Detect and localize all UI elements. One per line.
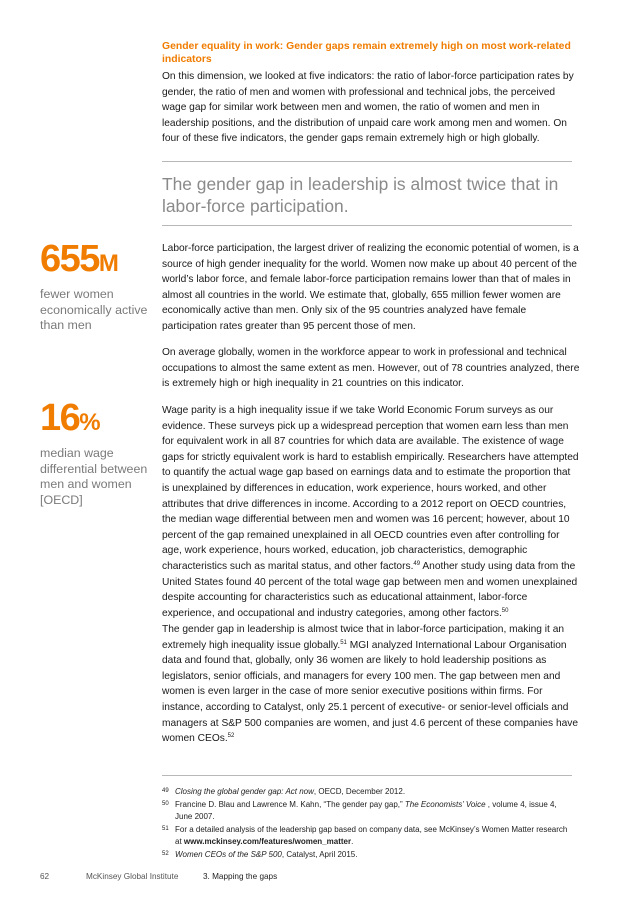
- footnote-ref: 51: [340, 639, 347, 646]
- footnote: [162, 824, 582, 847]
- footnote: [162, 799, 582, 822]
- footnote-text: [175, 799, 570, 822]
- footnote-number: 50: [162, 801, 169, 808]
- stat-label: fewer women economically active than men: [40, 287, 148, 333]
- footnote-ref: 49: [413, 560, 421, 567]
- footnote-number: 52: [162, 851, 169, 858]
- footnote-text: [175, 824, 570, 847]
- pullquote-rule-top: [162, 161, 572, 162]
- footnote-rest: , volume 4, issue 4, June 2007.: [175, 800, 557, 821]
- footnote-pre: For a detailed analysis of the leadership gap based on company data, see McKinsey’s Women Matter research at: [175, 825, 568, 846]
- footnote-text: [175, 786, 570, 797]
- stat-number: 655: [40, 238, 99, 280]
- footnote: [162, 849, 582, 860]
- footnote-rest: , Catalyst, April 2015.: [281, 850, 358, 860]
- paragraph-text: The gender gap in leadership is almost twice that in labor-force participation, making it an extremely high inequality issue globally.: [162, 624, 565, 651]
- paragraph-text: MGI analyzed International Labour Organisation data and found that, globally, only 36 women are likely to hold leadership positions as legislators, senior officials, and managers for every 100 men. The gap between men and women is even larger in the case of more senior executive positions within firms. For instance, according to Catalyst, only 25.1 percent of executive- or senior-level officials and managers at S&P 500 companies are women, and just 4.6 percent of these companies have women CEOs.: [162, 639, 579, 745]
- stat-number: 16: [40, 397, 80, 439]
- footnote-number: 49: [162, 788, 169, 794]
- stat-callout-wage-differential: [40, 399, 155, 508]
- paragraph-text: Wage parity is a high inequality issue if we take World Economic Forum surveys as our evidence. These surveys pick up a widespread perception that women earn less than men for equivalent work in all 87 countries for which data are available. The existence of wage gaps for strictly equivalent work is hard to establish empirically. Researchers have attempted to quantify the actual wage gap based on earnings data and to estimate the proportion that is unexplained by differences in education, work experience, hours worked, and other attributes that drive differences in income. According to a 2012 report on OECD countries, the median wage differential between men and women was 16 percent; however, about 10 percent of the gap remained unexplained in all OECD countries even after controlling for age, work experience, hours worked, education, job characteristics, demographic characteristics such as marital status, and other factors.: [162, 405, 579, 572]
- paragraph-leadership-gap: [162, 622, 580, 747]
- stat-callout-women-inactive: [40, 240, 155, 334]
- footnote: [162, 786, 582, 797]
- paragraph-wage-parity: [162, 403, 580, 621]
- footnote-ref: 50: [501, 607, 509, 614]
- publisher-name: McKinsey Global Institute: [86, 872, 179, 881]
- paragraph-professional-occupations: On average globally, women in the workforce appear to work in professional and technical occupations to almost the same extent as men. However, out of 78 countries analyzed, there is extremely high or high inequality in 21 countries on this indicator.: [162, 347, 580, 390]
- footnote-pre: Francine D. Blau and Lawrence M. Kahn, “The gender pay gap,”: [175, 800, 405, 810]
- footnote-rest: , OECD, December 2012.: [313, 787, 406, 796]
- page-number: 62: [40, 872, 50, 881]
- stat-label: median wage differential between men and women [OECD]: [40, 446, 148, 507]
- stat-unit: %: [79, 409, 101, 436]
- footnote-rule: [162, 775, 572, 776]
- section-heading: Gender equality in work: Gender gaps remain extremely high on most work-related indicators: [162, 41, 571, 66]
- section-intro: On this dimension, we looked at five indicators: the ratio of labor-force participation rates by gender, the ratio of men and women with professional and technical jobs, the perceived wage gap for similar work between men and women, the ratio of women and men in leadership positions, and the distribution of unpaid care work among men and women. On four of these five indicators, the gender gaps remain extremely high or high globally.: [162, 71, 574, 145]
- footnote-number: 51: [162, 826, 169, 833]
- footnote-link[interactable]: www.mckinsey.com/features/women_matter: [183, 836, 352, 846]
- footnote-rest: .: [351, 836, 354, 846]
- stat-value: [40, 399, 155, 442]
- paragraph-text: Another study using data from the United States found 40 percent of the total wage gap between men and women unexplained despite accounting for characteristics such as educational attainment, labor-force experience, and occupational and industry categories, among other factors.: [162, 560, 578, 619]
- footnotes: [162, 786, 582, 862]
- stat-value: [40, 240, 155, 283]
- pullquote: The gender gap in leadership is almost twice that in labor-force participation.: [162, 174, 559, 216]
- stat-unit: M: [98, 250, 119, 277]
- footnote-title: Closing the global gender gap: Act now: [175, 787, 314, 796]
- chapter-title: 3. Mapping the gaps: [203, 872, 278, 881]
- footnote-text: [175, 849, 570, 860]
- footnote-title: Women CEOs of the S&P 500: [175, 850, 282, 860]
- pullquote-rule-bottom: [162, 225, 572, 226]
- footnote-title: The Economists’ Voice: [404, 800, 486, 810]
- paragraph-labor-force: Labor-force participation, the largest driver of realizing the economic potential of women, is a source of high gender inequality for the world. Women now make up about 40 percent of the world’s labor force, and female labor-force participation remains lower than that of males in almost all countries in the world. We estimate that, globally, 655 million fewer women are economically active than men. Only six of the 95 countries analyzed have female participation rates greater than 95 percent those of men.: [162, 243, 579, 332]
- footnote-ref: 52: [227, 733, 235, 740]
